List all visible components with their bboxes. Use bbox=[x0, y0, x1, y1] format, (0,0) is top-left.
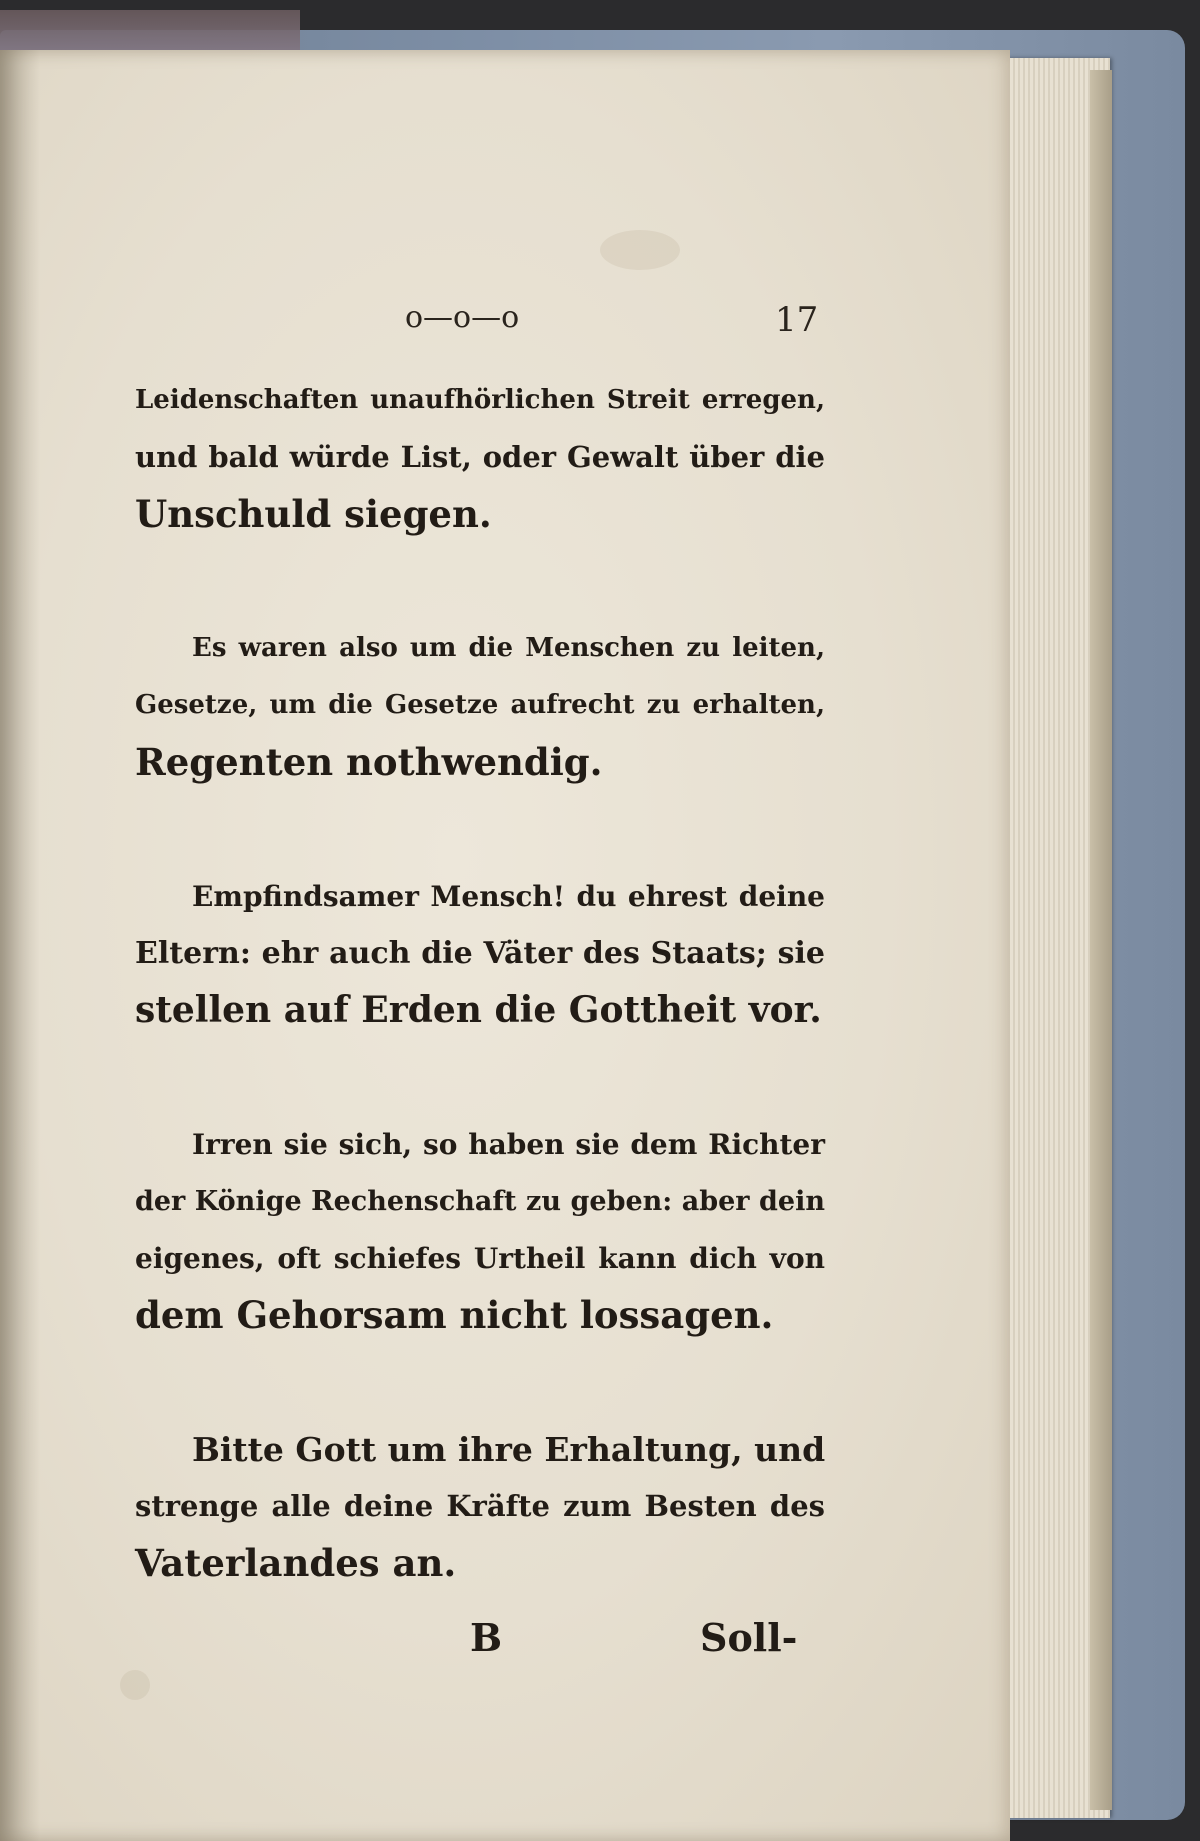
paragraph bbox=[135, 372, 825, 543]
page-footer bbox=[0, 1615, 1010, 1675]
text-line: strenge alle deine Kräfte zum Besten des bbox=[135, 1489, 825, 1523]
text-line: eigenes, oft schiefes Urtheil kann dich von bbox=[135, 1242, 825, 1275]
page-edges-shadow bbox=[1090, 70, 1112, 1810]
page-number: 17 bbox=[775, 300, 819, 340]
text-line: und bald würde List, oder Gewalt über die bbox=[135, 440, 825, 474]
catchword: Soll- bbox=[700, 1615, 798, 1660]
paragraph bbox=[135, 620, 825, 791]
signature-mark: B bbox=[470, 1615, 503, 1660]
text-line: Vaterlandes an. bbox=[135, 1541, 457, 1585]
text-line: Unschuld siegen. bbox=[135, 492, 492, 536]
body-text bbox=[135, 372, 825, 1669]
text-line: Bitte Gott um ihre Erhaltung, und bbox=[192, 1430, 826, 1469]
running-header bbox=[0, 300, 1010, 350]
text-line: dem Gehorsam nicht lossagen. bbox=[135, 1293, 774, 1337]
book-page bbox=[0, 50, 1010, 1841]
text-line: Empfindsamer Mensch! du ehrest deine bbox=[192, 880, 825, 913]
text-line: Irren sie sich, so haben sie dem Richter bbox=[192, 1128, 825, 1161]
paper-stain bbox=[600, 230, 680, 270]
text-line: Regenten nothwendig. bbox=[135, 740, 603, 784]
text-line: stellen auf Erden die Gottheit vor. bbox=[135, 989, 822, 1031]
paragraph bbox=[135, 1421, 825, 1592]
text-line: Es waren also um die Menschen zu leiten, bbox=[192, 633, 825, 663]
paragraph bbox=[135, 868, 825, 1039]
text-line: Leidenschaften unaufhörlichen Streit erregen, bbox=[135, 385, 825, 415]
text-line: Gesetze, um die Gesetze aufrecht zu erhalten, bbox=[135, 690, 825, 720]
header-ornament: o—o—o bbox=[405, 300, 520, 335]
text-line: Eltern: ehr auch die Väter des Staats; sie bbox=[135, 936, 825, 971]
paragraph bbox=[135, 1116, 825, 1344]
text-line: der Könige Rechenschaft zu geben: aber dein bbox=[135, 1186, 825, 1217]
